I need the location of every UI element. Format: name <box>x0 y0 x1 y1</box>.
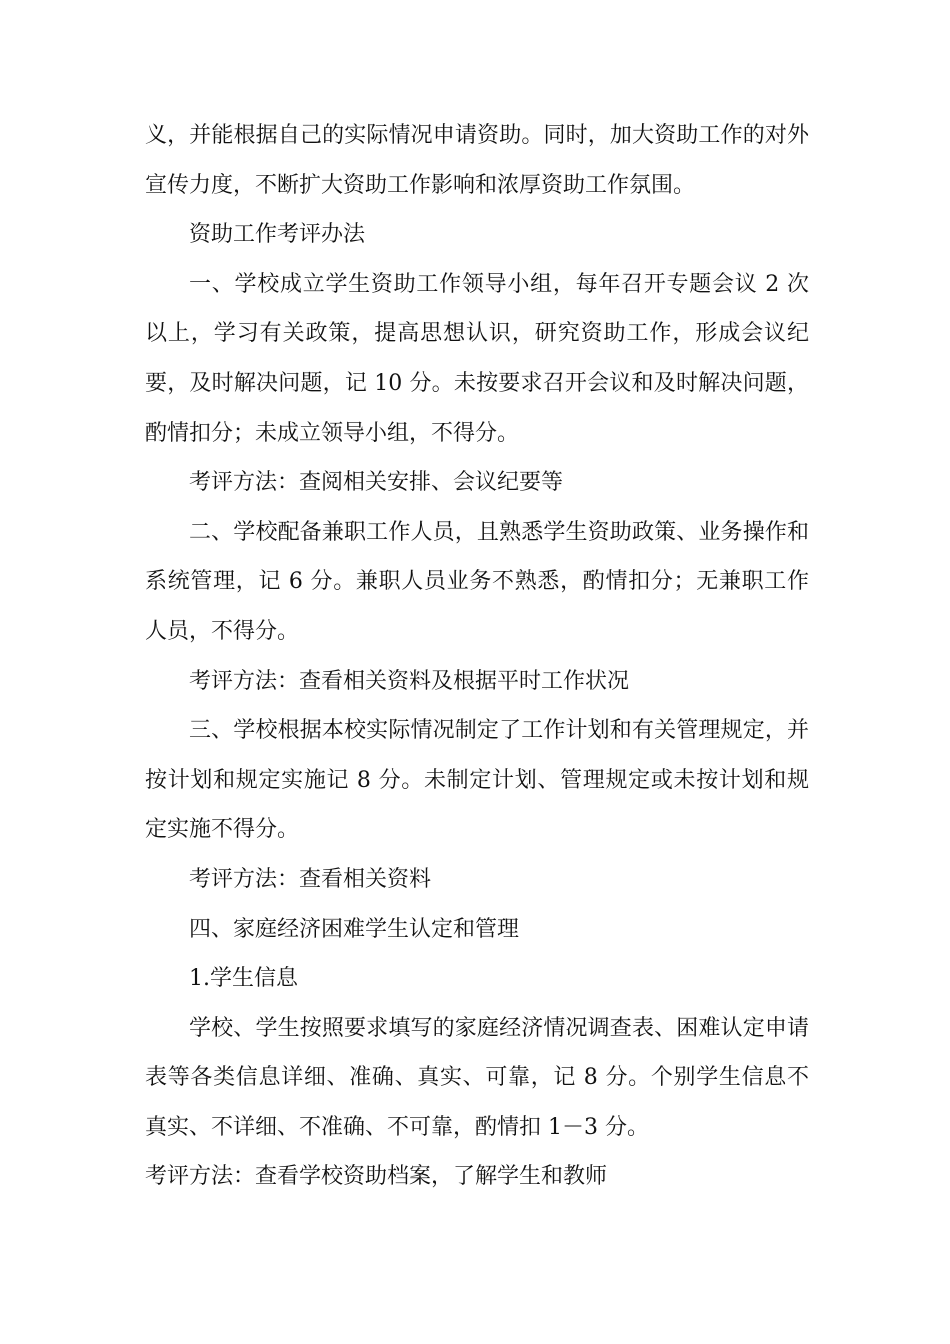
paragraph-evaluation-note-three: 考评方法：查看相关资料 <box>189 866 432 892</box>
paragraph-item-four-heading: 四、家庭经济困难学生认定和管理 <box>189 916 520 942</box>
paragraph-evaluation-note-two: 考评方法：查看相关资料及根据平时工作状况 <box>189 668 630 694</box>
document-body <box>145 111 809 1202</box>
paragraph-subheading-student-info: 1.学生信息 <box>189 966 298 992</box>
paragraph-item-three: 三、学校根据本校实际情况制定了工作计划和有关管理规定，并按计划和规定实施记 8 分。未制定计划、管理规定或未按计划和规定实施不得分。 <box>145 718 809 843</box>
paragraph-student-info-detail: 学校、学生按照要求填写的家庭经济情况调查表、困难认定申请表等各类信息详细、准确、真实、可靠，记 8 分。个别学生信息不真实、不详细、不准确、不可靠，酌情扣 1－3 分。 <box>145 1015 809 1140</box>
section-heading-evaluation-method: 资助工作考评办法 <box>189 222 366 248</box>
paragraph-evaluation-note-one: 考评方法：查阅相关安排、会议纪要等 <box>189 470 564 496</box>
paragraph-continuation: 义，并能根据自己的实际情况申请资助。同时，加大资助工作的对外宣传力度，不断扩大资助工作影响和浓厚资助工作氛围。 <box>145 123 809 198</box>
paragraph-item-one: 一、学校成立学生资助工作领导小组，每年召开专题会议 2 次以上，学习有关政策，提高思想认识，研究资助工作，形成会议纪要，及时解决问题，记 10 分。未按要求召开会议和及时解决问题，酌情扣分；未成立领导小组，不得分。 <box>145 271 809 446</box>
paragraph-evaluation-note-four: 考评方法：查看学校资助档案，了解学生和教师 <box>145 1164 608 1190</box>
paragraph-item-two: 二、学校配备兼职工作人员，且熟悉学生资助政策、业务操作和系统管理，记 6 分。兼职人员业务不熟悉，酌情扣分；无兼职工作人员，不得分。 <box>145 519 809 644</box>
